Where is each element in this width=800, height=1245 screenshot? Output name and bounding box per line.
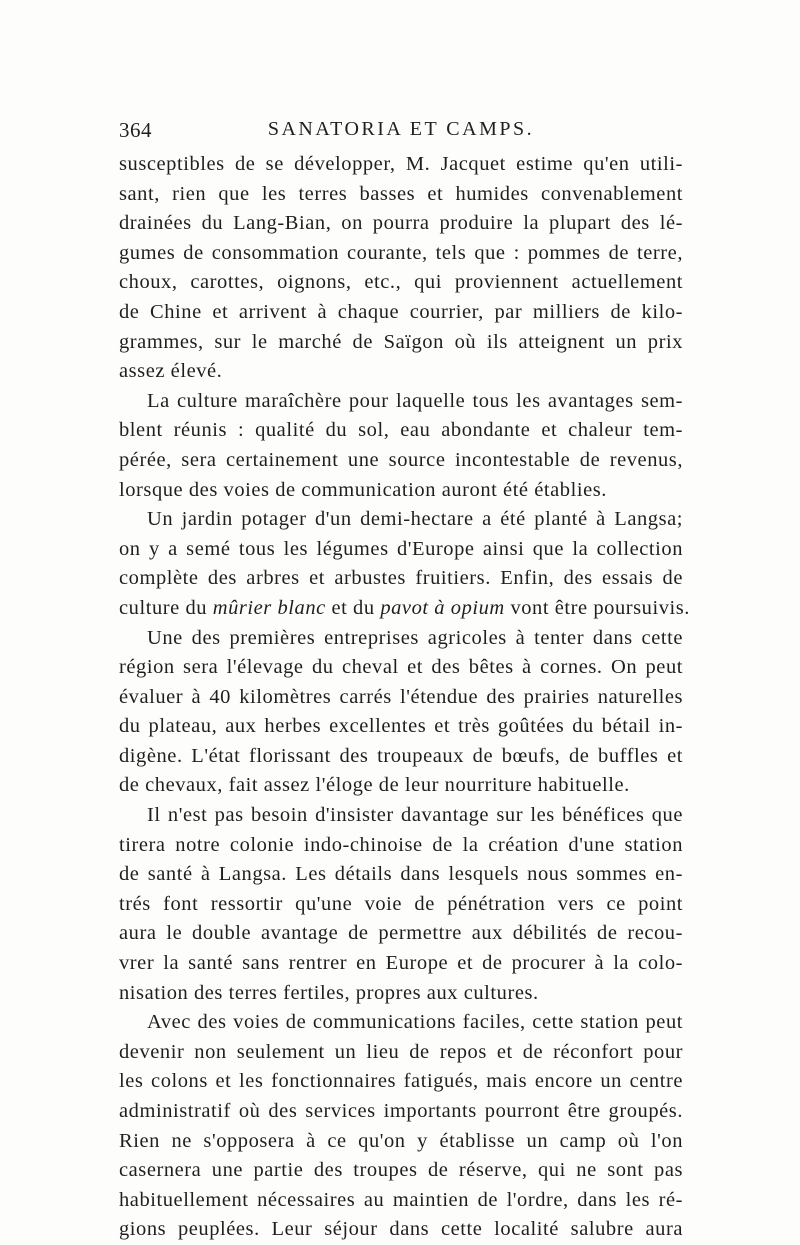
text-line: aura le double avantage de permettre aux débilités de recou- [119,922,683,945]
text-line: pérée, sera certainement une source incontestable de revenus, [119,448,683,471]
text-line: lorsque des voies de communication auront été établies. [119,478,607,501]
text-line: complète des arbres et arbustes fruitiers. Enfin, des essais de [119,567,683,590]
text-fragment: culture du [119,596,213,619]
text-line: les colons et les fonctionnaires fatigués, mais encore un centre [119,1070,683,1093]
italic-term: pavot à opium [380,596,505,619]
text-line: susceptibles de se développer, M. Jacquet estime qu'en utili- [119,153,683,175]
text-line: devenir non seulement un lieu de repos et de réconfort pour [119,1040,683,1063]
text-line: blent réunis : qualité du sol, eau abondante et chaleur tem- [119,419,683,442]
text-line: du plateau, aux herbes excellentes et très goûtées du bétail in- [119,715,683,738]
text-line: Rien ne s'opposera à ce qu'on y établisse un camp où l'on [119,1129,683,1152]
text-line: sant, rien que les terres basses et humides convenablement [119,182,683,205]
text-line: on y a semé tous les légumes d'Europe ainsi que la collection [119,537,683,560]
body-text [119,150,690,1245]
text-line: Une des premières entreprises agricoles à tenter dans cette [147,626,683,649]
text-line: drainées du Lang-Bian, on pourra produire la plupart des lé- [119,212,683,235]
text-line: gions peuplées. Leur séjour dans cette localité salubre aura [119,1218,683,1241]
text-line: La culture maraîchère pour laquelle tous les avantages sem- [147,389,683,412]
text-line: vrer la santé sans rentrer en Europe et de procurer à la colo- [119,952,683,975]
text-line: région sera l'élevage du cheval et des bêtes à cornes. On peut [119,656,683,679]
text-line: digène. L'état florissant des troupeaux de bœufs, de buffles et [119,744,683,767]
text-line: assez élevé. [119,360,223,383]
text-line: évaluer à 40 kilomètres carrés l'étendue des prairies naturelles [119,685,683,708]
text-line: choux, carottes, oignons, etc., qui proviennent actuellement [119,271,683,294]
text-line: Un jardin potager d'un demi-hectare a été planté à Langsa; [147,508,683,531]
text-fragment: vont être poursuivis. [504,596,690,619]
text-line: habituellement nécessaires au maintien de l'ordre, dans les ré- [119,1188,683,1211]
text-line: casernera une partie des troupes de réserve, qui ne sont pas [119,1159,683,1182]
text-line: tirera notre colonie indo-chinoise de la création d'une station [119,833,683,856]
text-line: de Chine et arrivent à chaque courrier, par milliers de kilo- [119,300,683,323]
text-line: de chevaux, fait assez l'éloge de leur nourriture habituelle. [119,774,630,797]
running-head [119,112,683,144]
text-line: nisation des terres fertiles, propres aux cultures. [119,981,539,1004]
text-fragment: et du [325,596,381,619]
italic-term: mûrier blanc [212,596,326,619]
page-number: 364 [119,118,152,142]
running-title: SANATORIA ET CAMPS. [267,118,535,140]
text-line: de santé à Langsa. Les détails dans lesquels nous sommes en- [119,863,683,886]
text-line: gumes de consommation courante, tels que : pommes de terre, [119,241,683,264]
text-line: Il n'est pas besoin d'insister davantage sur les bénéfices que [147,804,683,827]
text-line: trés font ressortir qu'une voie de pénétration vers ce point [119,892,683,915]
text-line-with-italics [119,594,690,624]
text-line: administratif où des services importants pourront être groupés. [119,1100,683,1122]
text-line: grammes, sur le marché de Saïgon où ils atteignent un prix [119,330,683,353]
text-line: Avec des voies de communications faciles, cette station peut [147,1011,683,1034]
